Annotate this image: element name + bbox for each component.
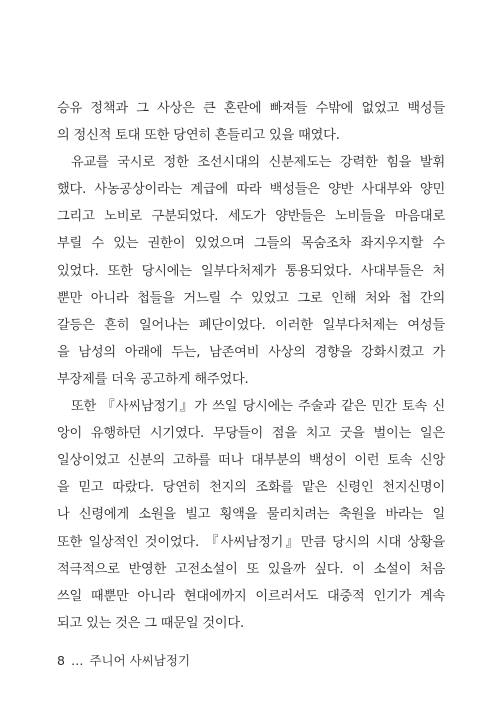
text-line: 되고 있는 것은 그 때문일 것이다. [57,615,244,631]
body-text [57,95,445,637]
text-line: 또한 『사씨남정기』가 쓰일 당시에는 주술과 같은 민간 토속 신 [71,399,445,415]
text-line: 나 신령에게 소원을 빌고 횡액을 물리치려는 축원을 바라는 일 [57,507,445,523]
page-number: 8 [57,653,65,668]
running-title: 주니어 사씨남정기 [89,653,191,668]
text-line: 쓰일 때뿐만 아니라 현대에까지 이르러서도 대중적 인기가 계속 [57,588,445,604]
text-line: 승유 정책과 그 사상은 큰 혼란에 빠져들 수밖에 없었고 백성들 [57,101,445,116]
text-line: 유교를 국시로 정한 조선시대의 신분제도는 강력한 힘을 발휘 [71,155,445,171]
footer-separator: … [70,653,84,668]
text-line: 또한 일상적인 것이었다. 『사씨남정기』만큼 당시의 시대 상황을 [57,534,445,550]
text-line: 갈등은 흔히 일어나는 폐단이었다. 이러한 일부다처제는 여성들 [57,317,445,333]
text-line: 앙이 유행하던 시기였다. 무당들이 점을 치고 굿을 벌이는 일은 [57,426,445,442]
page-footer [57,651,190,669]
text-line: 부장제를 더욱 공고하게 해주었다. [57,371,249,387]
text-line: 적극적으로 반영한 고전소설이 또 있을까 싶다. 이 소설이 처음 [57,561,445,577]
text-line: 을 남성의 아래에 두는, 남존여비 사상의 경향을 강화시켰고 가 [57,344,445,360]
text-line: 있었다. 또한 당시에는 일부다처제가 통용되었다. 사대부들은 처 [57,263,445,279]
text-line: 의 정신적 토대 또한 당연히 흔들리고 있을 때였다. [57,128,340,144]
text-line: 그리고 노비로 구분되었다. 세도가 양반들은 노비들을 마음대로 [57,209,445,225]
text-line: 했다. 사농공상이라는 계급에 따라 백성들은 양반 사대부와 양민 [57,182,445,198]
text-line: 일상이었고 신분의 고하를 떠나 대부분의 백성이 이런 토속 신앙 [57,453,445,469]
text-line: 뿐만 아니라 첩들을 거느릴 수 있었고 그로 인해 처와 첩 간의 [57,290,445,306]
text-line: 부릴 수 있는 권한이 있었으며 그들의 목숨조차 좌지우지할 수 [57,236,445,252]
text-line: 을 믿고 따랐다. 당연히 천지의 조화를 맡은 신령인 천지신명이 [57,480,445,496]
